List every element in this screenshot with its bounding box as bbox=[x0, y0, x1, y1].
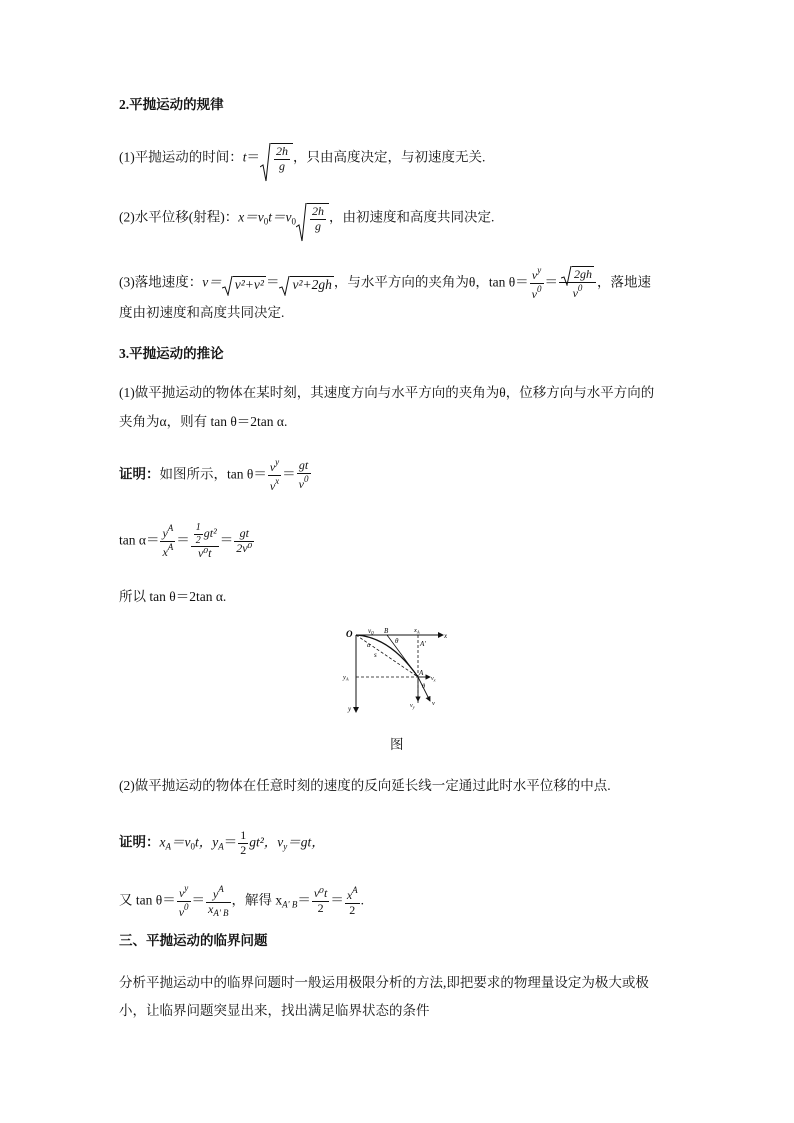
eq: ＝ bbox=[282, 466, 296, 482]
label-alpha: α bbox=[367, 642, 371, 649]
sqrt-2h-over-g bbox=[260, 143, 293, 174]
label-v0: $v_0$ bbox=[368, 627, 374, 637]
again-tan-theta bbox=[119, 883, 364, 920]
eq: ＝ bbox=[330, 892, 344, 908]
rule-vel-eq: ＝ bbox=[265, 274, 280, 290]
rule-time bbox=[119, 143, 485, 174]
tan-alpha-label: tan α＝ bbox=[119, 532, 160, 548]
label-y: y bbox=[348, 705, 352, 713]
sub: A bbox=[165, 841, 171, 852]
eq: ＝ bbox=[219, 532, 234, 548]
label-yA: $y_A$ bbox=[343, 674, 349, 682]
frac-num: v bbox=[531, 268, 538, 282]
rule-disp-prefix: (2)水平位移(射程)： bbox=[119, 209, 239, 225]
projectile-figure bbox=[340, 625, 455, 717]
rule-time-t: t bbox=[242, 149, 247, 165]
t-yA: t，y bbox=[195, 834, 219, 850]
rule-vel-prefix: (3)落地速度： bbox=[119, 274, 203, 290]
rule-vel-suffix: ，落地速 bbox=[597, 274, 651, 290]
label-theta-top: θ bbox=[395, 637, 399, 645]
frac-den: v bbox=[269, 478, 276, 493]
frac-den: 2 bbox=[195, 534, 201, 546]
eq: ＝ bbox=[223, 834, 238, 850]
frac-num-sup: y bbox=[184, 883, 189, 893]
eq-gt: ＝gt， bbox=[287, 834, 325, 850]
frac-num: v bbox=[178, 886, 185, 900]
rule-landing-velocity bbox=[119, 265, 651, 302]
corollary1-line1: (1)做平抛运动的物体在某时刻，其速度方向与水平方向的夹角为θ，位移方向与水平方向的 bbox=[119, 385, 655, 400]
label-A: A bbox=[419, 669, 424, 677]
proof2 bbox=[119, 829, 325, 858]
frac-den-sup: 0 bbox=[577, 282, 583, 293]
frac-num-sup: A bbox=[218, 884, 224, 895]
frac-num: 1 bbox=[240, 828, 247, 842]
frac-num: 1 bbox=[195, 522, 201, 533]
rad-content-1: v²+v² bbox=[234, 276, 264, 292]
sub-0: 0 bbox=[263, 216, 269, 227]
eq-v: ＝v bbox=[171, 834, 191, 850]
critical-line2: 小，让临界问题突显出来，找出满足临界状态的条件 bbox=[119, 1003, 430, 1018]
frac-den: v bbox=[178, 904, 185, 919]
sub: A' B bbox=[282, 899, 298, 910]
frac-den: x bbox=[208, 902, 214, 917]
frac-den: x bbox=[162, 544, 168, 559]
sub: A bbox=[218, 841, 224, 852]
period: . bbox=[360, 892, 365, 908]
gt2-vy: gt²，v bbox=[249, 834, 284, 850]
frac-num: v bbox=[269, 460, 276, 474]
proof1-text: 如图所示，tan θ＝ bbox=[159, 466, 267, 482]
rad-content-2: v²+2gh bbox=[292, 276, 332, 292]
therefore-line: 所以 tan θ＝2tan α. bbox=[119, 589, 227, 604]
corollary2: (2)做平抛运动的物体在任意时刻的速度的反向延长线一定通过此时水平位移的中点. bbox=[119, 778, 611, 793]
section-heading-critical: 三、平抛运动的临界问题 bbox=[119, 933, 268, 948]
frac-num: 2h bbox=[276, 144, 289, 158]
proof-label: 证明： bbox=[119, 466, 160, 482]
frac-den: 2 bbox=[240, 842, 247, 857]
frac-den: v bbox=[531, 286, 537, 301]
label-vx: $v_x$ bbox=[431, 676, 436, 683]
frac-num: v⁰t bbox=[313, 886, 328, 900]
label-x: x bbox=[444, 632, 448, 640]
critical-line1: 分析平抛运动中的临界问题时一般运用极限分析的方法,即把要求的物理量设定为极大或极 bbox=[119, 975, 649, 990]
frac-den-sup: 0 bbox=[537, 283, 542, 294]
label-B: B bbox=[384, 627, 389, 635]
proof1 bbox=[119, 457, 312, 494]
figure-caption: 图 bbox=[390, 737, 404, 752]
frac-num: gt bbox=[234, 527, 254, 542]
frac-den: v⁰t bbox=[198, 546, 212, 560]
xA: x bbox=[159, 834, 166, 850]
proof-label: 证明： bbox=[119, 834, 160, 850]
eq: ＝ bbox=[297, 892, 311, 908]
frac-den-sup: 0 bbox=[304, 473, 309, 484]
section-heading-rules: 2.平抛运动的规律 bbox=[119, 97, 224, 112]
displacement-line bbox=[356, 635, 418, 677]
frac-den: 2v⁰ bbox=[236, 540, 253, 555]
velocity-extension-line bbox=[387, 635, 418, 677]
again-label: 又 tan θ＝ bbox=[119, 892, 176, 908]
sub-0b: 0 bbox=[291, 216, 296, 227]
rule-vel-mid: ，与水平方向的夹角为θ，tan θ＝ bbox=[333, 274, 529, 290]
rule-disp-mid: t＝v bbox=[268, 209, 292, 225]
section-heading-corollary: 3.平抛运动的推论 bbox=[119, 346, 224, 361]
rule-displacement bbox=[119, 203, 494, 234]
rule-disp-suffix: ，由初速度和高度共同决定. bbox=[328, 209, 495, 225]
frac-den: g bbox=[279, 158, 286, 173]
frac-den: 2 bbox=[349, 902, 356, 917]
frac-den-sub: A' B bbox=[213, 908, 229, 919]
corollary1-line2: 夹角为α，则有 tan θ＝2tan α. bbox=[119, 414, 288, 429]
sqrt-2gh bbox=[561, 266, 594, 282]
frac-den: v bbox=[572, 285, 578, 300]
label-vy: $v_y$ bbox=[410, 703, 415, 710]
eq: ＝ bbox=[176, 532, 190, 548]
solve-text: ，解得 x bbox=[231, 892, 283, 908]
frac-den-sup: 0 bbox=[184, 901, 189, 912]
sub: 0 bbox=[190, 841, 195, 852]
rule-vel-continued: 度由初速度和高度共同决定. bbox=[119, 305, 285, 320]
rule-vel-eq2: ＝ bbox=[544, 274, 558, 290]
frac-den-sup: x bbox=[275, 475, 280, 486]
frac-den: v bbox=[298, 476, 304, 491]
label-theta-bottom: θ bbox=[422, 683, 426, 690]
label-A-prime: A' bbox=[420, 640, 426, 648]
rule-time-prefix: (1)平抛运动的时间： bbox=[119, 149, 243, 165]
frac-num: gt bbox=[297, 459, 311, 474]
frac-num-sup: A bbox=[167, 523, 174, 534]
eq: ＝ bbox=[191, 892, 206, 908]
frac-num-sup: A bbox=[352, 885, 358, 895]
sqrt-vsum bbox=[222, 276, 266, 292]
rule-vel-v: v＝ bbox=[202, 274, 222, 290]
sub: y bbox=[283, 841, 288, 852]
frac-num-sup: y bbox=[537, 265, 542, 275]
frac-num: 2h bbox=[311, 204, 324, 218]
label-v: v bbox=[432, 700, 435, 707]
label-O: O bbox=[346, 629, 353, 639]
frac-num: y bbox=[162, 526, 168, 541]
frac-num: x bbox=[346, 888, 353, 902]
tan-alpha-derivation bbox=[119, 522, 255, 561]
sqrt-v2gh bbox=[279, 276, 333, 292]
rule-time-eq: ＝ bbox=[246, 149, 261, 165]
sqrt-2h-over-g-2 bbox=[296, 203, 329, 234]
rule-disp-x: x＝v bbox=[238, 209, 264, 225]
frac-den: g bbox=[314, 218, 321, 233]
frac-den-sup: A bbox=[167, 541, 174, 552]
frac-den: 2 bbox=[317, 900, 324, 915]
gt-squared: gt² bbox=[203, 525, 217, 540]
frac-num-sup: y bbox=[275, 457, 280, 467]
rad-content-3: 2gh bbox=[574, 267, 592, 281]
label-s: s bbox=[374, 651, 377, 659]
frac-num: y bbox=[212, 887, 219, 902]
rule-time-suffix: ，只由高度决定，与初速度无关. bbox=[293, 149, 486, 165]
label-xA: $x_A$ bbox=[414, 627, 420, 635]
